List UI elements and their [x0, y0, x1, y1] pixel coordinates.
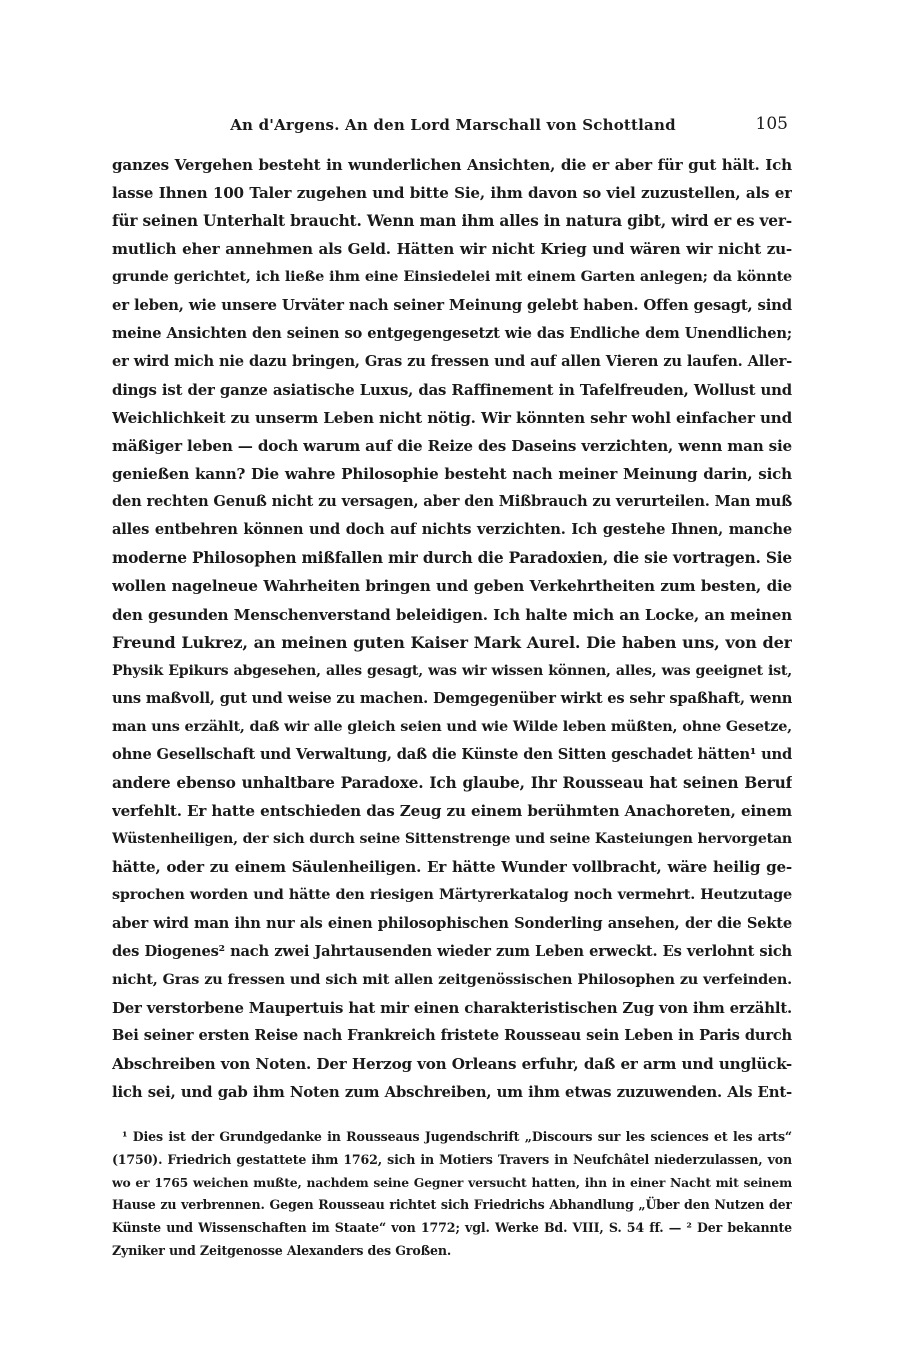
text-line: meine Ansichten den seinen so entgegengesetzt wie das Endliche dem Unendlichen;	[112, 324, 792, 342]
text-line: Physik Epikurs abgesehen, alles gesagt, was wir wissen können, alles, was geeignet ist,	[112, 662, 792, 679]
text-line: hätte, oder zu einem Säulenheiligen. Er hätte Wunder vollbracht, wäre heilig ge-	[112, 858, 792, 877]
text-line: aber wird man ihn nur als einen philosophischen Sonderling ansehen, der die Sekte	[112, 914, 792, 932]
text-line: lich sei, und gab ihm Noten zum Abschreiben, um ihm etwas zuzuwenden. Als Ent-	[112, 1083, 792, 1102]
text-line: für seinen Unterhalt braucht. Wenn man ihm alles in natura gibt, wird er es ver-	[112, 212, 792, 231]
text-line: andere ebenso unhaltbare Paradoxe. Ich glaube, Ihr Rousseau hat seinen Beruf	[112, 774, 792, 793]
text-line: er leben, wie unsere Urväter nach seiner Meinung gelebt haben. Offen gesagt, sind	[112, 296, 792, 315]
text-line: den gesunden Menschenverstand beleidigen. Ich halte mich an Locke, an meinen	[112, 605, 792, 624]
text-line: Der verstorbene Maupertuis hat mir einen charakteristischen Zug von ihm erzählt.	[112, 998, 792, 1017]
text-line: nicht, Gras zu fressen und sich mit allen zeitgenössischen Philosophen zu verfeinden.	[112, 970, 792, 988]
text-line: wollen nagelneue Wahrheiten bringen und geben Verkehrtheiten zum besten, die	[112, 577, 792, 596]
text-line: ganzes Vergehen besteht in wunderlichen Ansichten, die er aber für gut hält. Ich	[112, 156, 792, 174]
page-number: 105	[755, 114, 788, 134]
text-line: dings ist der ganze asiatische Luxus, das Raffinement in Tafelfreuden, Wollust und	[112, 380, 792, 399]
text-line: Abschreiben von Noten. Der Herzog von Orleans erfuhr, daß er arm und unglück-	[112, 1055, 792, 1073]
text-line: man uns erzählt, daß wir alle gleich seien und wie Wilde leben müßten, ohne Gesetze,	[112, 717, 792, 735]
footnote-line: ¹ Dies ist der Grundgedanke in Rousseaus Jugendschrift „Discours sur les sciences et les arts“	[122, 1129, 792, 1144]
text-line: moderne Philosophen mißfallen mir durch die Paradoxien, die sie vortragen. Sie	[112, 549, 792, 568]
text-line: Weichlichkeit zu unserm Leben nicht nötig. Wir könnten sehr wohl einfacher und	[112, 408, 792, 427]
text-line: mutlich eher annehmen als Geld. Hätten wir nicht Krieg und wären wir nicht zu-	[112, 240, 792, 259]
text-line: er wird mich nie dazu bringen, Gras zu fressen und auf allen Vieren zu laufen. Aller-	[112, 352, 792, 370]
footnote-line: wo er 1765 weichen mußte, nachdem seine Gegner versucht hatten, ihn in einer Nacht mit seinem	[112, 1174, 792, 1190]
footnote-line: Hause zu verbrennen. Gegen Rousseau richtet sich Friedrichs Abhandlung „Über den Nutzen der	[112, 1197, 792, 1213]
footnote-line: Zyniker und Zeitgenosse Alexanders des Großen.	[112, 1242, 452, 1258]
page-header	[118, 116, 788, 140]
footnote-line: (1750). Friedrich gestattete ihm 1762, sich in Motiers Travers in Neufchâtel niederzulassen, von	[112, 1151, 792, 1167]
text-line: den rechten Genuß nicht zu versagen, aber den Mißbrauch zu verurteilen. Man muß	[112, 493, 792, 511]
text-line: genießen kann? Die wahre Philosophie besteht nach meiner Meinung darin, sich	[112, 465, 792, 484]
footnotes	[112, 1126, 792, 1263]
text-line: uns maßvoll, gut und weise zu machen. Demgegenüber wirkt es sehr spaßhaft, wenn	[112, 689, 792, 707]
running-head: An d'Argens. An den Lord Marschall von Schottland	[230, 116, 676, 134]
footnote-line: Künste und Wissenschaften im Staate“ von 1772; vgl. Werke Bd. VIII, S. 54 ff. — ² Der bekannte	[112, 1220, 792, 1236]
text-line: Freund Lukrez, an meinen guten Kaiser Mark Aurel. Die haben uns, von der	[112, 632, 792, 652]
text-line: verfehlt. Er hatte entschieden das Zeug zu einem berühmten Anachoreten, einem	[112, 802, 792, 821]
text-line: mäßiger leben — doch warum auf die Reize des Daseins verzichten, wenn man sie	[112, 436, 792, 455]
text-line: ohne Gesellschaft und Verwaltung, daß die Künste den Sitten geschadet hätten¹ und	[112, 745, 792, 763]
body-text	[112, 151, 792, 1106]
text-line: lasse Ihnen 100 Taler zugehen und bitte Sie, ihm davon so viel zuzustellen, als er	[112, 184, 792, 203]
text-line: sprochen worden und hätte den riesigen Märtyrerkatalog noch vermehrt. Heutzutage	[112, 886, 792, 904]
text-line: alles entbehren können und doch auf nichts verzichten. Ich gestehe Ihnen, manche	[112, 521, 792, 539]
text-line: Wüstenheiligen, der sich durch seine Sittenstrenge und seine Kasteiungen hervorgetan	[112, 831, 792, 848]
text-line: Bei seiner ersten Reise nach Frankreich fristete Rousseau sein Leben in Paris durch	[112, 1026, 792, 1044]
text-line: des Diogenes² nach zwei Jahrtausenden wieder zum Leben erweckt. Es verlohnt sich	[112, 942, 792, 960]
text-line: grunde gerichtet, ich ließe ihm eine Einsiedelei mit einem Garten anlegen; da könnte	[112, 268, 792, 286]
